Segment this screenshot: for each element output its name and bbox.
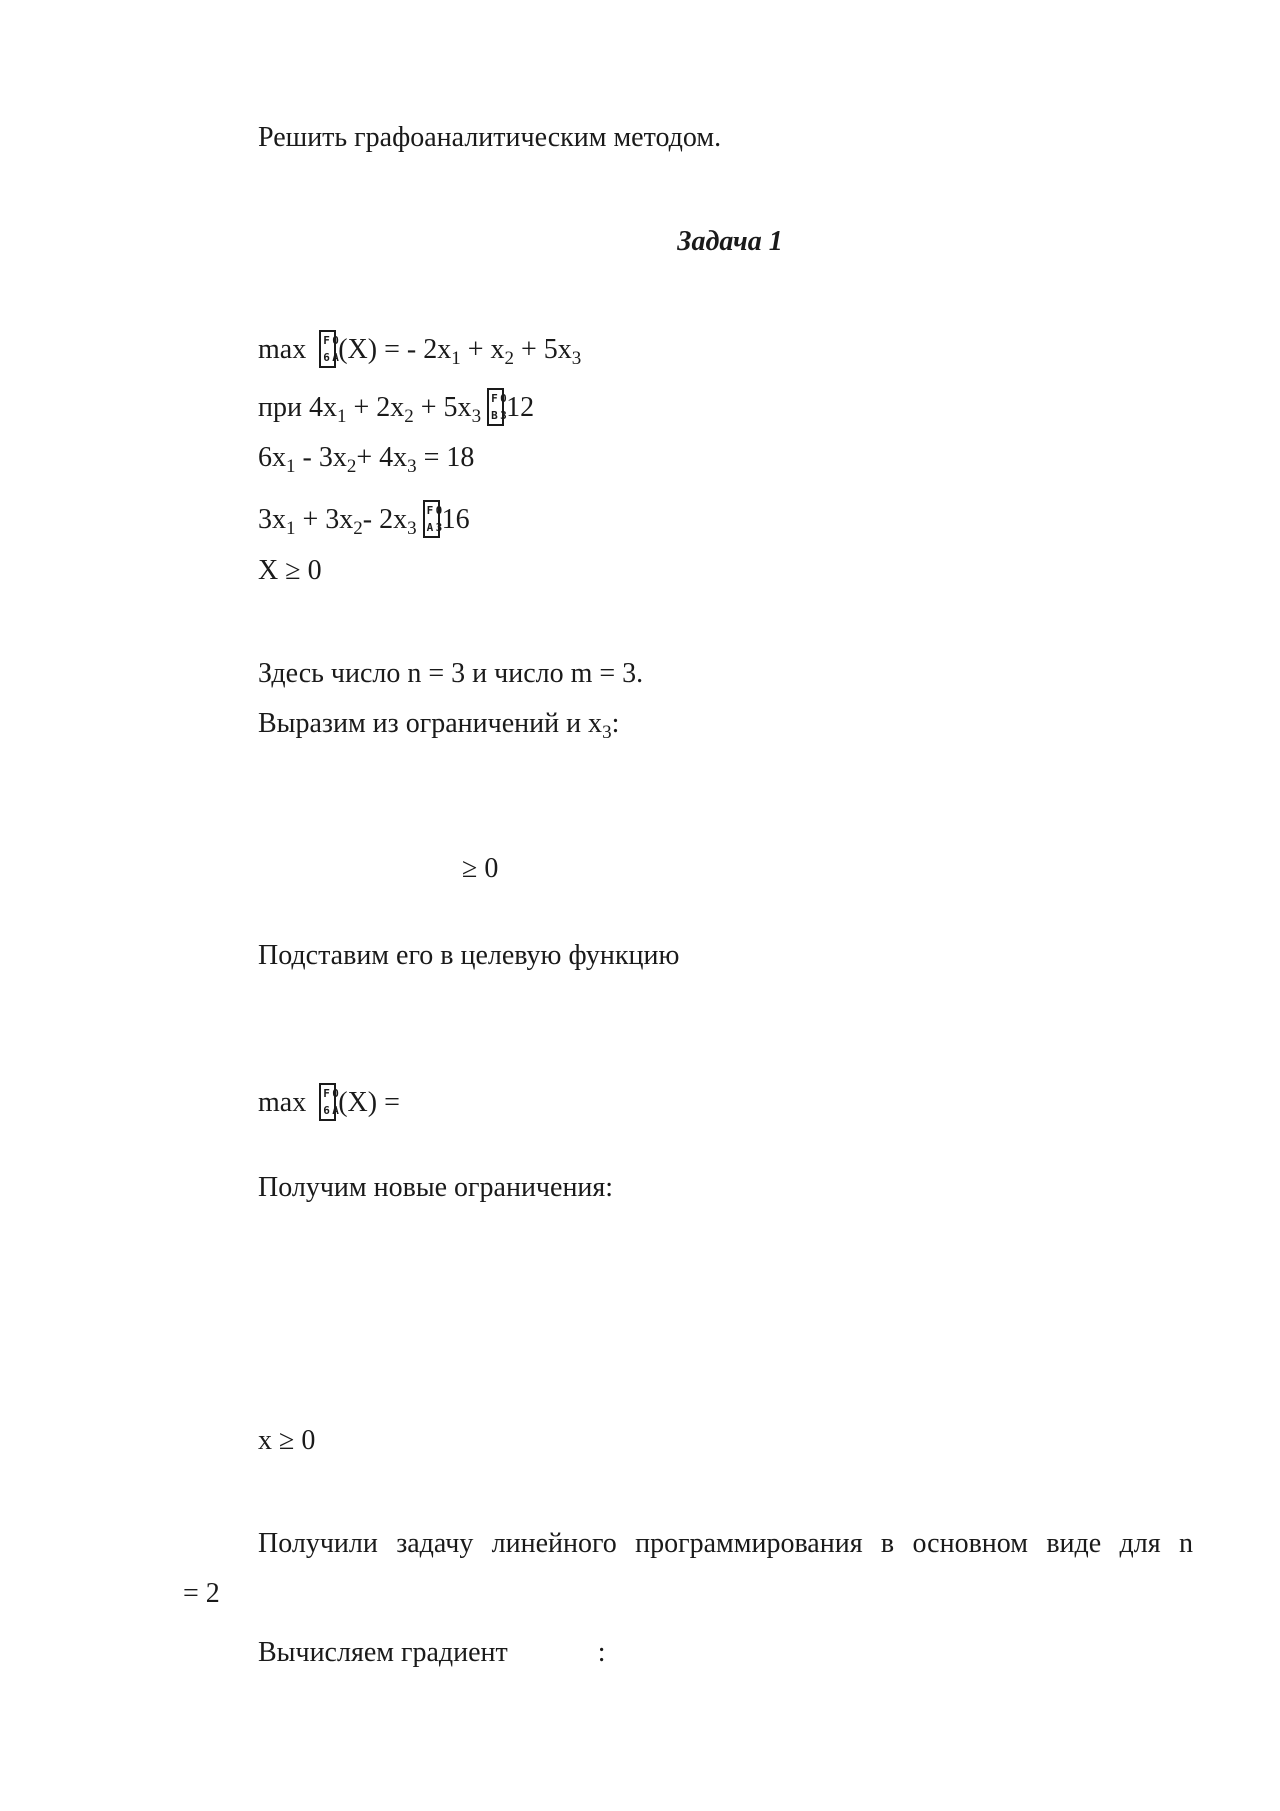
objective-function: max F 0 6 A (X) = - $2x_1 + x_2 + 5x_3$ xyxy=(258,330,581,368)
express-text: Выразим из ограничений и $x_3$: xyxy=(258,708,620,743)
intro-text: Решить графоаналитическим методом. xyxy=(258,122,722,153)
substitute-text: Подставим его в целевую функцию xyxy=(258,940,680,971)
new-constraints-text: Получим новые ограничения: xyxy=(258,1172,614,1203)
objective-function-new: max F 0 6 A (X) = xyxy=(258,1083,400,1121)
lp-text-line1: Получили задачу линейного программирования в основном виде для n xyxy=(258,1528,1193,1559)
constraint-3: $3x_1 + 3x_2-$ $2x_3$ F 0 A 3 16 xyxy=(258,500,470,538)
x-nonneg: x ≥ 0 xyxy=(258,1425,316,1456)
missing-glyph-icon: F 0 B 3 xyxy=(487,388,504,426)
missing-glyph-icon: F 0 6 A xyxy=(319,330,336,368)
constraint-1: при $4x_1 + 2x_2 + 5x_3$ F 0 B 3 12 xyxy=(258,388,534,426)
constraint-2: $6x_1 - 3x_2+ 4x_3 = 18$ xyxy=(258,442,475,477)
missing-glyph-icon: F 0 A 3 xyxy=(423,500,440,538)
nonnegativity: X ≥ 0 xyxy=(258,555,322,586)
missing-glyph-icon: F 0 6 A xyxy=(319,1083,336,1121)
gradient-text: Вычисляем градиент : xyxy=(258,1637,606,1668)
geq-zero: ≥ 0 xyxy=(462,853,499,884)
counts-text: Здесь число n = 3 и число m = 3. xyxy=(258,658,644,689)
lp-text-line2: = 2 xyxy=(183,1578,220,1609)
task-title: Задача 1 xyxy=(677,226,783,257)
